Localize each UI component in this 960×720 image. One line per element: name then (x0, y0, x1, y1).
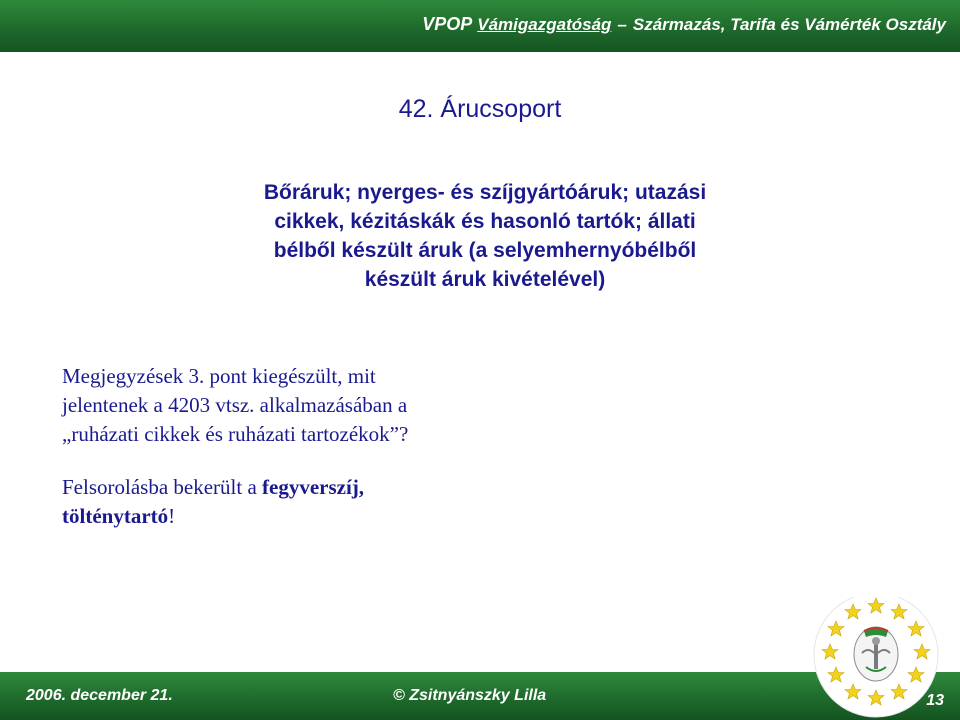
footer-author: © Zsitnyánszky Lilla (393, 687, 547, 704)
note-paragraph-2 (62, 473, 622, 531)
footer-page-number: 13 (926, 692, 944, 709)
note-line: jelentenek a 4203 vtsz. alkalmazásában a (62, 393, 408, 417)
header-org: Vámigazgatóság (477, 15, 612, 34)
customs-emblem-icon (808, 597, 956, 720)
subtitle-line: Bőráruk; nyerges- és szíjgyártóáruk; utazási (263, 181, 707, 204)
subtitle-line: készült áruk kivételével) (364, 268, 606, 291)
header-department: Származás, Tarifa és Vámérték Osztály (632, 15, 946, 34)
note-line: Megjegyzések 3. pont kiegészült, mit (62, 364, 376, 388)
subtitle-line: cikkek, kézitáskák és hasonló tartók; állati (274, 210, 696, 233)
subtitle-line: bélből készült áruk (a selyemhernyóbélből (273, 239, 697, 262)
slide-title: 42. Árucsoport (398, 95, 562, 123)
note-paragraph-1 (62, 362, 622, 449)
header-text (422, 14, 946, 35)
note2-suffix: ! (168, 504, 176, 528)
note-line: „ruházati cikkek és ruházati tartozékok”? (62, 422, 409, 446)
note2-bold-2: tölténytartó (62, 504, 169, 528)
footer-date: 2006. december 21. (26, 687, 173, 704)
note2-bold-1: fegyverszíj, (262, 475, 365, 499)
note2-prefix: Felsorolásba bekerült a (62, 475, 263, 499)
slide-subtitle (205, 178, 765, 294)
header-bar (0, 0, 960, 52)
header-brand: VPOP (422, 14, 473, 34)
header-separator: – (617, 15, 627, 34)
